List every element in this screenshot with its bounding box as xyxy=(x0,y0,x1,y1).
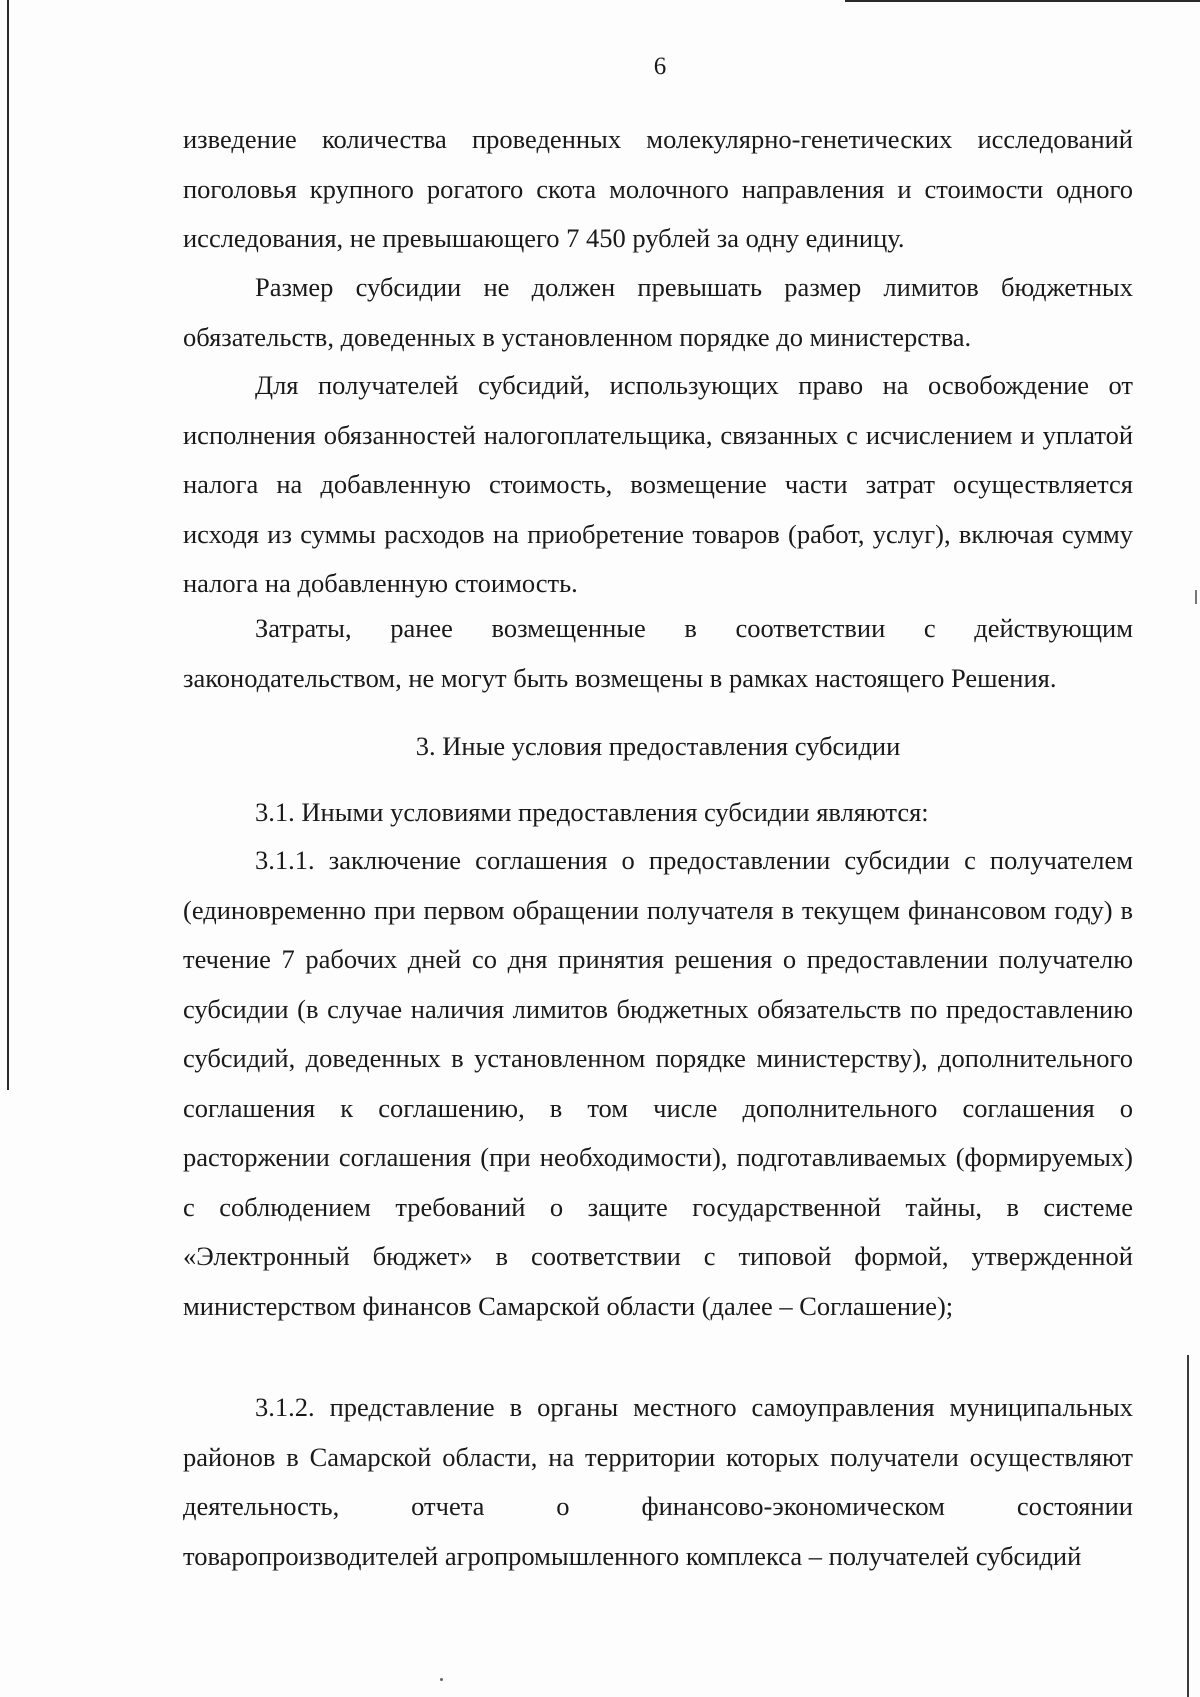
paragraph-report xyxy=(183,1383,1133,1581)
paragraph-subsidy-limit xyxy=(183,263,1133,362)
paragraph-conditions-intro xyxy=(183,788,1133,838)
paragraph-continuation xyxy=(183,115,1133,264)
paragraph-1: изведение количества проведенных молекулярно-генетических исследований поголовья крупного рогатого скота молочного направления и стоимости одного исследования, не превышающего 7 450 рублей за одну единицу. xyxy=(183,124,1133,253)
paragraph-5: 3.1. Иными условиями предоставления субсидии являются: xyxy=(255,797,929,827)
scan-edge-top xyxy=(845,0,1200,2)
paragraph-agreement xyxy=(183,836,1133,1331)
scan-edge-left xyxy=(7,0,9,1090)
paragraph-3: Для получателей субсидий, использующих право на освобождение от исполнения обязанностей налогоплательщика, связанных с исчислением и уплатой налога на добавленную стоимость, возмещение части затрат осуществляется исходя из суммы расходов на приобретение товаров (работ, услуг), включая сумму налога на добавленную стоимость. xyxy=(183,370,1133,598)
section-heading: 3. Иные условия предоставления субсидии xyxy=(415,731,901,761)
paragraph-2: Размер субсидии не должен превышать размер лимитов бюджетных обязательств, доведенных в установленном порядке до министерства. xyxy=(183,272,1133,352)
scan-mark xyxy=(1195,590,1197,604)
section-heading-block xyxy=(183,722,1133,772)
paragraph-vat xyxy=(183,361,1133,609)
paragraph-4: Затраты, ранее возмещенные в соответствии с действующим законодательством, не могут быть возмещены в рамках настоящего Решения. xyxy=(183,613,1133,693)
scan-edge-right xyxy=(1187,1355,1189,1697)
paragraph-7: 3.1.2. представление в органы местного самоуправления муниципальных районов в Самарской области, на территории которых получатели осуществляют деятельность, отчета о финансово-экономическом состоянии товаропроизводителей агропромышленного комплекса – получателей субсидий xyxy=(183,1392,1133,1571)
paragraph-6: 3.1.1. заключение соглашения о предоставлении субсидии с получателем (единовременно при первом обращении получателя в текущем финансовом году) в течение 7 рабочих дней со дня принятия решения о предоставлении получателю субсидии (в случае наличия лимитов бюджетных обязательств по предоставлению субсидий, доведенных в установленном порядке министерству), дополнительного соглашения к соглашению, в том числе дополнительного соглашения о расторжении соглашения (при необходимости), подготавливаемых (формируемых) с соблюдением требований о защите государственной тайны, в системе «Электронный бюджет» в соответствии с типовой формой, утвержденной министерством финансов Самарской области (далее – Соглашение); xyxy=(183,845,1133,1321)
page-number: 6 xyxy=(653,53,667,80)
paragraph-previous-costs xyxy=(183,604,1133,703)
scan-speck xyxy=(440,1678,443,1681)
